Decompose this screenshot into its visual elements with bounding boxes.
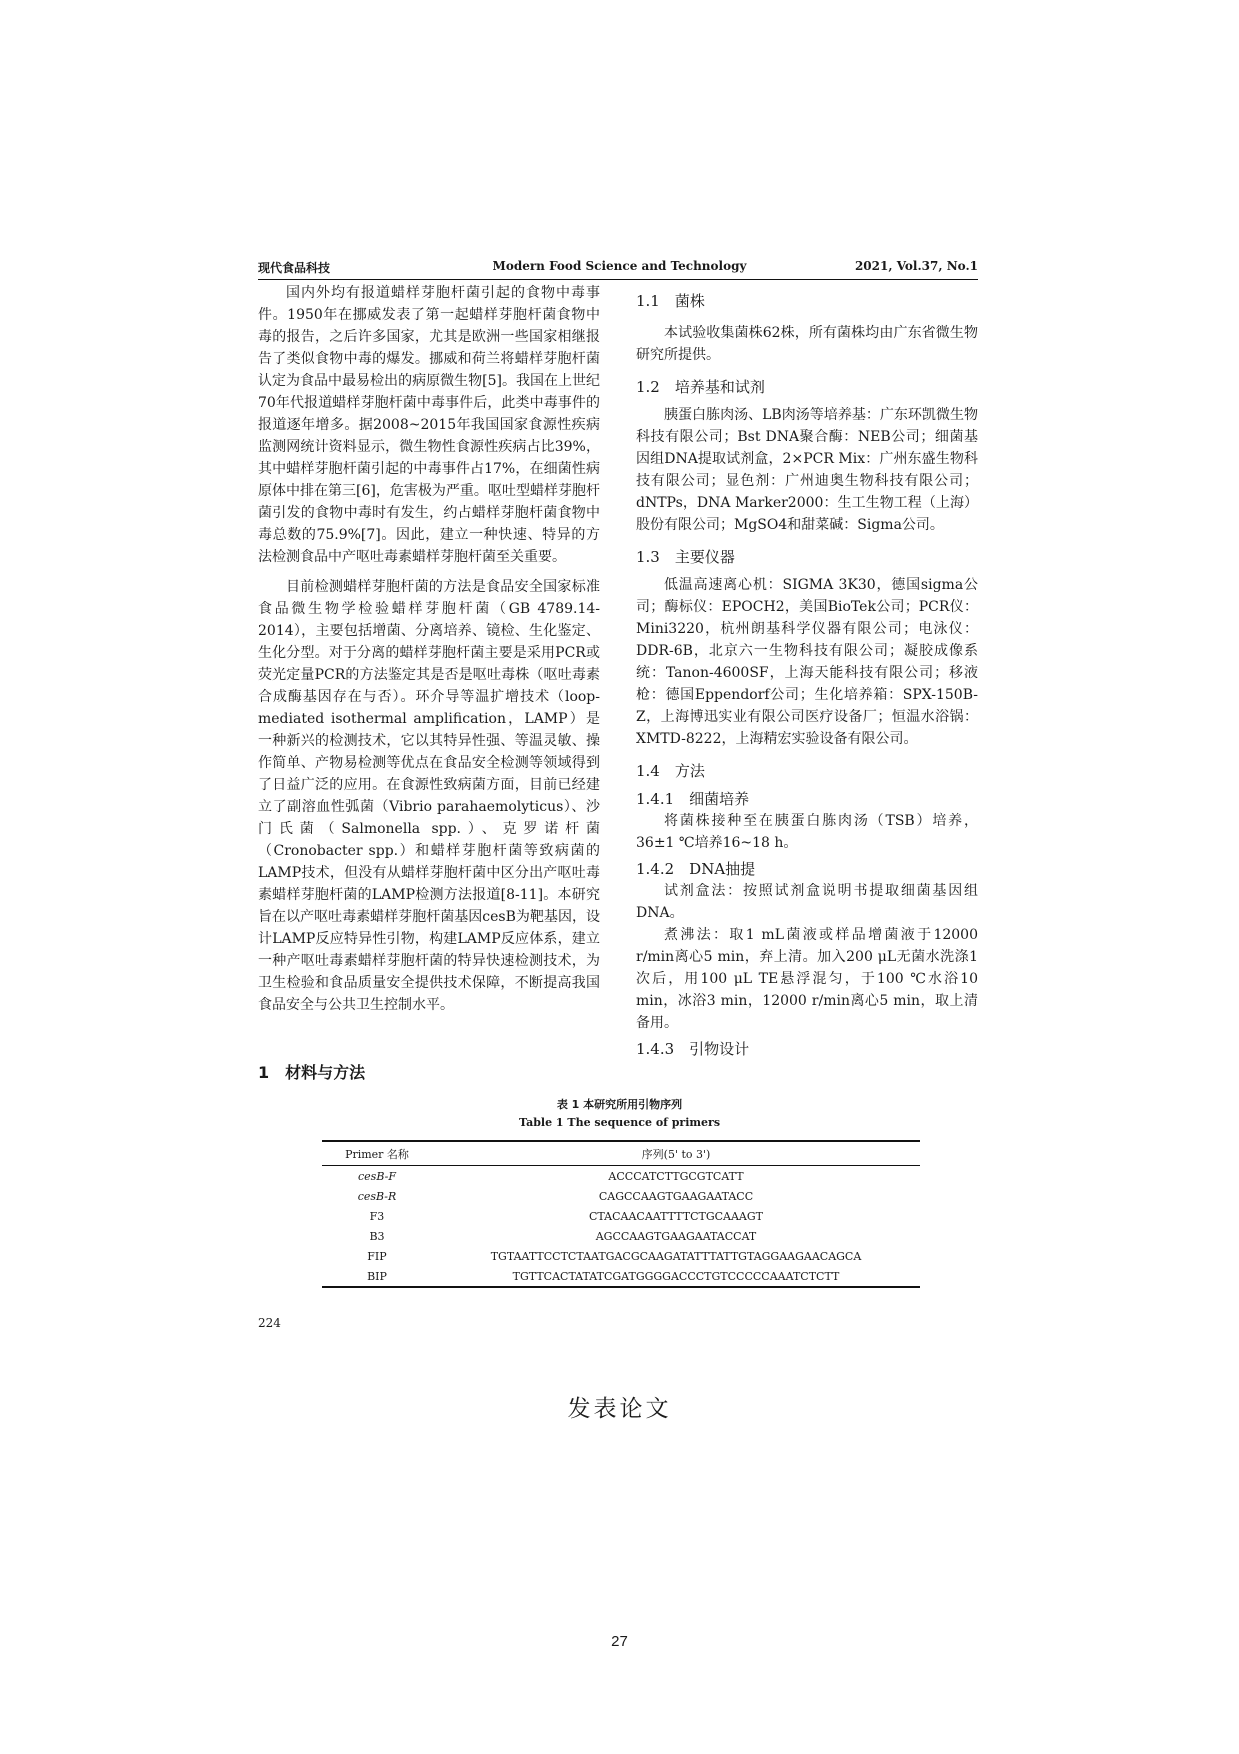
table-row — [322, 1166, 920, 1187]
heading-1-4: 1.4 方法 — [636, 762, 705, 780]
primer-name: F3 — [369, 1210, 385, 1223]
table-row — [322, 1266, 920, 1287]
primer-sequence: ACCCATCTTGCGTCATT — [608, 1170, 744, 1183]
heading-1-4-2: 1.4.2 DNA抽提 — [636, 860, 756, 878]
table-row — [322, 1186, 920, 1206]
published-paper-label: 发表论文 — [567, 1396, 672, 1422]
primer-name: FIP — [367, 1250, 387, 1263]
table-caption-en: Table 1 The sequence of primers — [518, 1116, 721, 1129]
primer-table — [322, 1140, 920, 1288]
table-row — [322, 1226, 920, 1246]
table-caption-cn: 表 1 本研究所用引物序列 — [556, 1098, 683, 1111]
journal-issue: 2021, Vol.37, No.1 — [854, 259, 978, 273]
table-row — [322, 1206, 920, 1226]
text-1-4-2-kit: 试剂盒法：按照试剂盒说明书提取细菌基因组DNA。 — [636, 883, 978, 921]
journal-name-cn: 现代食品科技 — [258, 261, 331, 275]
heading-1-4-3: 1.4.3 引物设计 — [636, 1040, 750, 1058]
heading-1-4-1: 1.4.1 细菌培养 — [636, 790, 750, 808]
journal-name-en: Modern Food Science and Technology — [492, 259, 747, 273]
primer-sequence: CTACAACAATTTTCTGCAAAGT — [589, 1210, 763, 1223]
primer-sequence: AGCCAAGTGAAGAATACCAT — [595, 1230, 757, 1243]
text-1-2: 胰蛋白胨肉汤、LB肉汤等培养基：广东环凯微生物科技有限公司；Bst DNA聚合酶：NEB公司；细菌基因组DNA提取试剂盒，2×PCR Mix：广州东盛生物科技有限公司；显色剂：广州迪奥生物科技有限公司；dNTPs，DNA Marker2000：生工生物工程（上海）股份有限公司；MgSO4和甜菜碱：Sigma公司。 — [636, 407, 978, 533]
left-column — [258, 282, 600, 1016]
primer-sequence: CAGCCAAGTGAAGAATACC — [598, 1190, 754, 1203]
primer-sequence: TGTAATTCCTCTAATGACGCAAGATATTTATTGTAGGAAGAACAGCA — [490, 1250, 862, 1263]
journal-page-number: 224 — [258, 1316, 281, 1330]
page-number: 27 — [611, 1633, 628, 1650]
intro-paragraph-1: 国内外均有报道蜡样芽胞杆菌引起的食物中毒事件。1950年在挪威发表了第一起蜡样芽胞杆菌食物中毒的报告，之后许多国家，尤其是欧洲一些国家相继报告了类似食物中毒的爆发。挪威和荷兰将蜡样芽胞杆菌认定为食品中最易检出的病原微生物[5]。我国在上世纪70年代报道蜡样芽胞杆菌中毒事件后，此类中毒事件的报道逐年增多。据2008~2015年我国国家食源性疾病监测网统计资料显示，微生物性食源性疾病占比39%，其中蜡样芽胞杆菌引起的中毒事件占17%，在细菌性病原体中排在第三[6]，危害极为严重。呕吐型蜡样芽胞杆菌引发的食物中毒时有发生，约占蜡样芽胞杆菌食物中毒总数的75.9%[7]。因此，建立一种快速、特异的方法检测食品中产呕吐毒素蜡样芽胞杆菌至关重要。 — [258, 285, 600, 565]
text-1-4-1: 将菌株接种至在胰蛋白胨肉汤（TSB）培养，36±1 ℃培养16~18 h。 — [636, 813, 978, 851]
text-1-3: 低温高速离心机：SIGMA 3K30，德国sigma公司；酶标仪：EPOCH2，美国BioTek公司；PCR仪：Mini3220，杭州朗基科学仪器有限公司；电泳仪：DDR-6B，北京六一生物科技有限公司；凝胶成像系统：Tanon-4600SF，上海天能科技有限公司；移液枪：德国Eppendorf公司；生化培养箱：SPX-150B-Z，上海博迅实业有限公司医疗设备厂；恒温水浴锅：XMTD-8222，上海精宏实验设备有限公司。 — [636, 577, 978, 747]
col-header-sequence: 序列(5' to 3') — [432, 1141, 920, 1166]
table-row — [322, 1246, 920, 1266]
primer-name: cesB-F — [358, 1170, 396, 1183]
intro-paragraph-2: 目前检测蜡样芽胞杆菌的方法是食品安全国家标准食品微生物学检验蜡样芽胞杆菌（GB 4789.14-2014），主要包括增菌、分离培养、镜检、生化鉴定、生化分型。对于分离的蜡样芽胞杆菌主要是采用PCR或荧光定量PCR的方法鉴定其是否是呕吐毒株（呕吐毒素合成酶基因存在与否）。环介导等温扩增技术（loop-mediated isothermal amplification，LAMP）是一种新兴的检测技术，它以其特异性强、等温灵敏、操作简单、产物易检测等优点在食品安全检测等领域得到了日益广泛的应用。在食源性致病菌方面，目前已经建立了副溶血性弧菌（Vibrio parahaemolyticus）、沙门氏菌（Salmonella spp.）、克罗诺杆菌（Cronobacter spp.）和蜡样芽胞杆菌等致病菌的LAMP技术，但没有从蜡样芽胞杆菌中区分出产呕吐毒素蜡样芽胞杆菌的LAMP检测方法报道[8-11]。本研究旨在以产呕吐毒素蜡样芽胞杆菌基因cesB为靶基因，设计LAMP反应特异性引物，构建LAMP反应体系，建立一种产呕吐毒素蜡样芽胞杆菌的特异快速检测技术，为卫生检验和食品质量安全提供技术保障，不断提高我国食品安全与公共卫生控制水平。 — [258, 579, 600, 1013]
primer-name: cesB-R — [357, 1190, 397, 1203]
section-heading-1: 1 材料与方法 — [258, 1063, 366, 1082]
heading-1-2: 1.2 培养基和试剂 — [636, 378, 765, 396]
heading-1-1: 1.1 菌株 — [636, 292, 705, 310]
right-column — [636, 290, 978, 1060]
text-1-1: 本试验收集菌株62株，所有菌株均由广东省微生物研究所提供。 — [636, 325, 978, 363]
header-rule — [258, 279, 978, 280]
primer-name: BIP — [322, 1266, 432, 1287]
heading-1-3: 1.3 主要仪器 — [636, 548, 735, 566]
col-header-primer: Primer 名称 — [322, 1141, 432, 1166]
primer-sequence: TGTTCACTATATCGATGGGGACCCTGTCCCCCAAATCTCTT — [432, 1266, 920, 1287]
primer-name: B3 — [369, 1230, 385, 1243]
text-1-4-2-boil: 煮沸法：取1 mL菌液或样品增菌液于12000 r/min离心5 min，弃上清。加入200 μL无菌水洗涤1次后，用100 μL TE悬浮混匀，于100 ℃水浴10 min，冰浴3 min，12000 r/min离心5 min，取上清备用。 — [636, 927, 978, 1031]
